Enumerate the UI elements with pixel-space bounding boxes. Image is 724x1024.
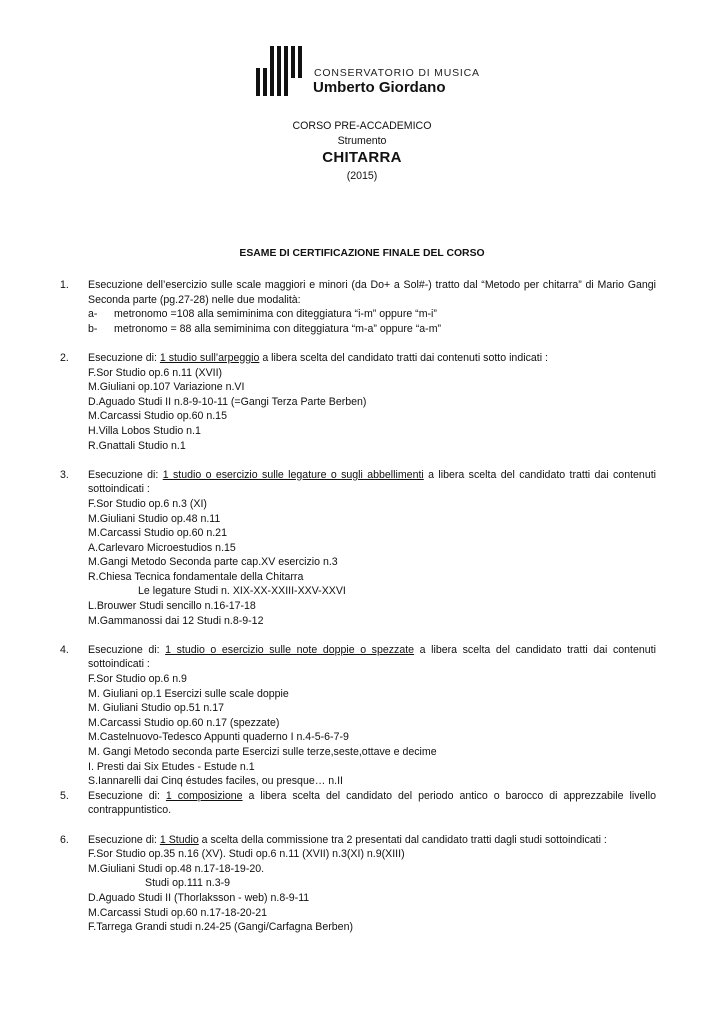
exam-title: ESAME DI CERTIFICAZIONE FINALE DEL CORSO [239, 248, 485, 259]
item-text: Esecuzione di: 1 studio o esercizio sulle note doppie o spezzate a libera scelta del candidato tratti dai contenuti sottoindicati : [88, 643, 656, 671]
study-line: F.Sor Studio op.6 n.11 (XVII) [88, 366, 223, 379]
item-number: 4. [60, 643, 69, 656]
piano-keys-logo-icon [256, 46, 302, 96]
item-text: Esecuzione di: 1 Studio a scelta della commissione tra 2 presentati dal candidato tratti dagli studi sottoindicati : [88, 833, 607, 846]
study-line: M.Giuliani op.107 Variazione n.VI [88, 381, 245, 394]
item-number: 3. [60, 468, 69, 481]
sub-item-text: metronomo =108 alla semiminima con diteggiatura “i-m” oppure “m-i” [114, 308, 437, 321]
study-line: S.Iannarelli dai Cinq éstudes faciles, ou presque… n.II [88, 775, 343, 788]
course-label: CORSO PRE-ACCADEMICO [292, 120, 432, 132]
exam-requirements [60, 278, 656, 935]
list-item [60, 468, 656, 629]
study-line: D.Aguado Studi II (Thorlaksson - web) n.8-9-11 [88, 891, 310, 904]
study-line-indented: Le legature Studi n. XIX-XX-XXIII-XXV-XXVI [138, 585, 346, 598]
study-line-indented: Studi op.111 n.3-9 [145, 877, 231, 890]
item-number: 5. [60, 789, 69, 802]
list-item [60, 833, 656, 935]
list-item [60, 278, 656, 336]
study-line: M.Gammanossi dai 12 Studi n.8-9-12 [88, 614, 264, 627]
sub-item [88, 307, 656, 322]
underlined-requirement: 1 studio sull’arpeggio [159, 351, 260, 364]
study-line: M.Carcassi Studio op.60 n.21 [88, 527, 227, 540]
study-line: M.Carcassi Studio op.60 n.17 (spezzate) [88, 716, 280, 729]
study-line: I. Presti dai Six Etudes - Estude n.1 [88, 760, 255, 773]
study-line: F.Sor Studio op.6 n.3 (XI) [88, 497, 207, 510]
instrument-title: CHITARRA [322, 149, 402, 166]
study-line: R.Gnattali Studio n.1 [88, 439, 186, 452]
list-item [60, 643, 656, 789]
study-line: M. Gangi Metodo seconda parte Esercizi sulle terze,seste,ottave e decime [88, 746, 437, 758]
sub-item-letter: a- [88, 308, 98, 321]
study-line: M.Gangi Metodo Seconda parte cap.XV esercizio n.3 [88, 556, 338, 569]
underlined-requirement: 1 studio o esercizio sulle note doppie o spezzate [165, 643, 415, 656]
study-line: M. Giuliani op.1 Esercizi sulle scale doppie [88, 687, 289, 700]
item-text: Esecuzione di: 1 composizione a libera scelta del candidato del periodo antico o barocco di apprezzabile livello contrappuntistico. [88, 789, 656, 817]
underlined-requirement: 1 Studio [159, 833, 199, 846]
study-line: F.Sor Studio op.6 n.9 [88, 673, 187, 686]
study-line: D.Aguado Studi II n.8-9-10-11 (=Gangi Terza Parte Berben) [88, 395, 367, 408]
study-line: R.Chiesa Tecnica fondamentale della Chitarra [88, 570, 304, 583]
study-line: H.Villa Lobos Studio n.1 [88, 424, 201, 437]
study-line: L.Brouwer Studi sencillo n.16-17-18 [88, 600, 256, 613]
underlined-requirement: 1 composizione [165, 789, 243, 802]
study-line: A.Carlevaro Microestudios n.15 [88, 541, 236, 554]
study-line: M.Carcassi Studio op.60 n.15 [88, 410, 227, 423]
sub-item [88, 322, 656, 337]
subject-label: Strumento [337, 135, 387, 147]
item-number: 1. [60, 279, 69, 291]
year-label: (2015) [346, 170, 378, 182]
list-item [60, 351, 656, 453]
item-text: Esecuzione di: 1 studio sull’arpeggio a libera scelta del candidato tratti dai contenuti sotto indicati : [88, 351, 548, 364]
conservatory-logo [256, 46, 480, 98]
study-line: F.Tarrega Grandi studi n.24-25 (Gangi/Carfagna Berben) [88, 921, 353, 934]
item-text: Esecuzione dell’esercizio sulle scale maggiori e minori (da Do+ a Sol#-) tratto dal “Metodo per chitarra” di Mario Gangi Seconda parte (pg.27-28) nelle due modalità: [88, 279, 656, 306]
study-line: M.Carcassi Studi op.60 n.17-18-20-21 [88, 906, 268, 919]
sub-item-text: metronomo = 88 alla semiminima con diteggiatura “m-a” oppure “a-m” [114, 322, 442, 335]
study-line: M.Castelnuovo-Tedesco Appunti quaderno I n.4-5-6-7-9 [88, 731, 349, 744]
study-line: M.Giuliani Studio op.48 n.11 [88, 512, 221, 525]
study-line: F.Sor Studio op.35 n.16 (XV). Studi op.6 n.11 (XVII) n.3(XI) n.9(XIII) [88, 848, 405, 861]
study-line: M. Giuliani Studio op.51 n.17 [88, 702, 225, 715]
underlined-requirement: 1 studio o esercizio sulle legature o sugli abbellimenti [162, 468, 424, 481]
study-line: M.Giuliani Studi op.48 n.17-18-19-20. [88, 862, 265, 875]
item-number: 6. [60, 833, 69, 846]
item-number: 2. [60, 351, 69, 364]
item-text: Esecuzione di: 1 studio o esercizio sulle legature o sugli abbellimenti a libera scelta del candidato tratti dai contenuti sottoindicati : [88, 468, 657, 496]
logo-line-2: Umberto Giordano [313, 79, 446, 96]
logo-line-1: CONSERVATORIO DI MUSICA [314, 67, 480, 79]
sub-item-letter: b- [88, 322, 98, 335]
list-item [60, 789, 656, 818]
